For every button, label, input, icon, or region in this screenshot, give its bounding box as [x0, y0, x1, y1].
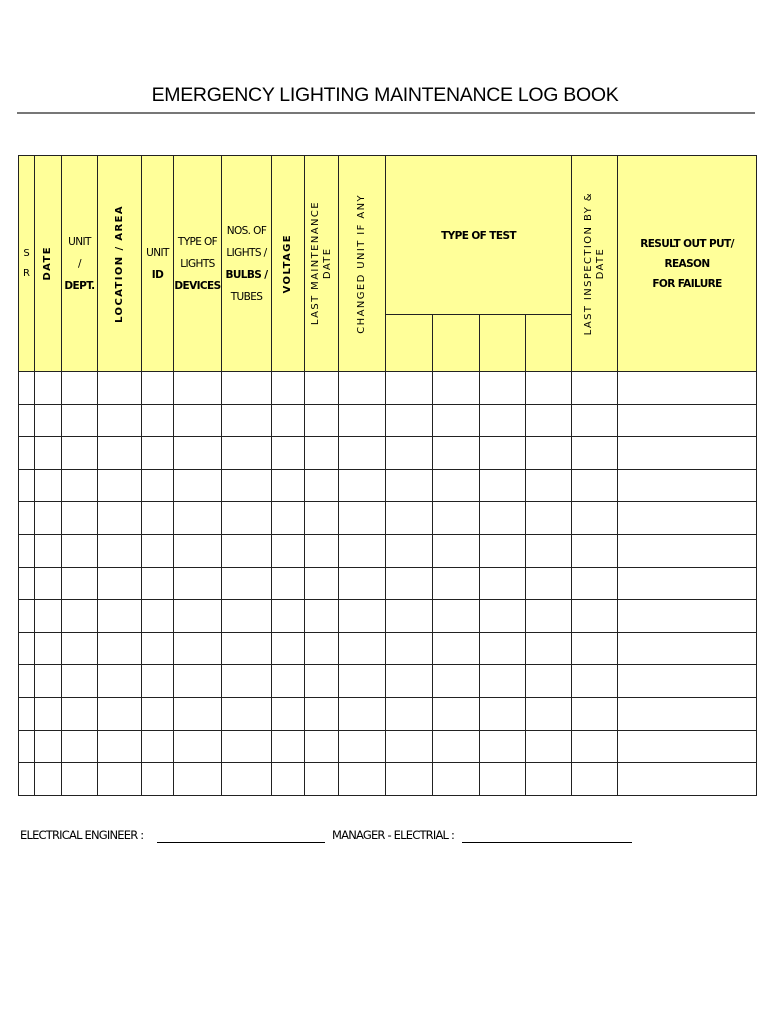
table-row	[19, 730, 757, 763]
table-cell[interactable]	[526, 763, 572, 796]
table-cell[interactable]	[98, 534, 142, 567]
table-cell[interactable]	[174, 665, 222, 698]
header-location-area-label: LOCATION / AREA	[113, 204, 125, 323]
table-cell[interactable]	[305, 372, 339, 405]
table-cell[interactable]	[174, 730, 222, 763]
table-cell[interactable]	[433, 600, 480, 633]
table-cell[interactable]	[572, 469, 618, 502]
table-cell[interactable]	[174, 632, 222, 665]
table-cell[interactable]	[35, 469, 62, 502]
table-cell[interactable]	[433, 437, 480, 470]
table-cell[interactable]	[339, 372, 386, 405]
header-last-inspection-line1: LAST INSPECTION BY &	[582, 191, 594, 336]
table-cell[interactable]	[222, 697, 272, 730]
header-last-maintenance	[305, 156, 339, 372]
table-cell[interactable]	[618, 372, 757, 405]
table-cell[interactable]	[174, 469, 222, 502]
table-cell[interactable]	[618, 437, 757, 470]
table-cell[interactable]	[222, 665, 272, 698]
table-cell[interactable]	[526, 730, 572, 763]
table-cell[interactable]	[62, 600, 98, 633]
header-unit-dept	[62, 156, 98, 372]
table-cell[interactable]	[480, 437, 526, 470]
table-cell[interactable]	[618, 697, 757, 730]
table-cell[interactable]	[35, 437, 62, 470]
header-result-line2: FOR FAILURE	[652, 277, 722, 290]
table-cell[interactable]	[526, 600, 572, 633]
table-row	[19, 534, 757, 567]
table-cell[interactable]	[19, 534, 35, 567]
header-result-line1: RESULT OUT PUT/ REASON	[640, 237, 734, 270]
table-cell[interactable]	[386, 404, 433, 437]
table-cell[interactable]	[526, 567, 572, 600]
table-cell[interactable]	[386, 763, 433, 796]
header-date	[35, 156, 62, 372]
table-cell[interactable]	[142, 372, 174, 405]
header-last-inspection-label	[583, 192, 607, 335]
table-cell[interactable]	[386, 502, 433, 535]
table-cell[interactable]	[386, 534, 433, 567]
table-cell[interactable]	[433, 502, 480, 535]
table-cell[interactable]	[19, 730, 35, 763]
table-cell[interactable]	[35, 632, 62, 665]
table-cell[interactable]	[572, 600, 618, 633]
header-type-of-lights-line1: TYPE OF	[177, 235, 218, 248]
table-cell[interactable]	[386, 730, 433, 763]
table-cell[interactable]	[142, 404, 174, 437]
table-cell[interactable]	[174, 372, 222, 405]
page-title: EMERGENCY LIGHTING MAINTENANCE LOG BOOK	[151, 84, 619, 106]
table-cell[interactable]	[618, 763, 757, 796]
table-cell[interactable]	[98, 632, 142, 665]
header-nos-lights-line3: BULBS /	[225, 268, 268, 281]
header-test-subcol-4	[526, 315, 572, 372]
table-cell[interactable]	[98, 730, 142, 763]
header-sr-line1: S	[23, 247, 30, 259]
table-cell[interactable]	[526, 502, 572, 535]
header-type-of-lights	[174, 156, 222, 372]
table-cell[interactable]	[572, 404, 618, 437]
table-cell[interactable]	[222, 534, 272, 567]
table-cell[interactable]	[62, 763, 98, 796]
electrical-engineer-signature-line[interactable]	[157, 842, 325, 843]
table-cell[interactable]	[526, 632, 572, 665]
table-cell[interactable]	[305, 567, 339, 600]
table-cell[interactable]	[142, 567, 174, 600]
header-type-of-lights-line2: LIGHTS	[180, 257, 215, 270]
table-cell[interactable]	[222, 372, 272, 405]
header-sr	[19, 156, 35, 372]
table-cell[interactable]	[174, 567, 222, 600]
header-nos-lights-line2: LIGHTS /	[226, 246, 267, 259]
table-cell[interactable]	[222, 502, 272, 535]
table-cell[interactable]	[305, 600, 339, 633]
table-cell[interactable]	[386, 697, 433, 730]
table-cell[interactable]	[272, 437, 305, 470]
table-cell[interactable]	[526, 665, 572, 698]
table-cell[interactable]	[339, 697, 386, 730]
table-cell[interactable]	[386, 665, 433, 698]
table-cell[interactable]	[174, 600, 222, 633]
table-cell[interactable]	[222, 600, 272, 633]
title-divider	[17, 112, 755, 114]
table-cell[interactable]	[618, 469, 757, 502]
electrical-engineer-label: ELECTRICAL ENGINEER :	[20, 828, 144, 842]
table-cell[interactable]	[174, 697, 222, 730]
table-cell[interactable]	[272, 697, 305, 730]
table-cell[interactable]	[272, 665, 305, 698]
header-nos-lights	[222, 156, 272, 372]
table-cell[interactable]	[142, 502, 174, 535]
log-body	[19, 372, 757, 796]
table-cell[interactable]	[618, 404, 757, 437]
table-cell[interactable]	[305, 665, 339, 698]
table-cell[interactable]	[19, 632, 35, 665]
table-row	[19, 437, 757, 470]
table-cell[interactable]	[305, 697, 339, 730]
table-cell[interactable]	[35, 665, 62, 698]
table-cell[interactable]	[572, 697, 618, 730]
table-cell[interactable]	[62, 730, 98, 763]
table-cell[interactable]	[480, 600, 526, 633]
table-row	[19, 404, 757, 437]
table-cell[interactable]	[433, 665, 480, 698]
table-cell[interactable]	[618, 730, 757, 763]
table-cell[interactable]	[174, 502, 222, 535]
table-cell[interactable]	[62, 665, 98, 698]
table-cell[interactable]	[98, 600, 142, 633]
table-cell[interactable]	[222, 632, 272, 665]
table-cell[interactable]	[19, 372, 35, 405]
table-cell[interactable]	[526, 404, 572, 437]
table-cell[interactable]	[618, 534, 757, 567]
table-cell[interactable]	[339, 567, 386, 600]
table-cell[interactable]	[272, 534, 305, 567]
table-cell[interactable]	[433, 567, 480, 600]
table-cell[interactable]	[618, 502, 757, 535]
table-cell[interactable]	[35, 502, 62, 535]
table-cell[interactable]	[526, 437, 572, 470]
header-unit-dept-line3: DEPT.	[64, 279, 95, 292]
header-changed-unit-label: CHANGED UNIT IF ANY	[356, 193, 367, 334]
header-test-subcol-2	[433, 315, 480, 372]
table-cell[interactable]	[98, 502, 142, 535]
table-cell[interactable]	[526, 697, 572, 730]
table-cell[interactable]	[19, 600, 35, 633]
header-unit-dept-line1: UNIT	[68, 235, 91, 248]
table-cell[interactable]	[62, 567, 98, 600]
table-row	[19, 665, 757, 698]
table-cell[interactable]	[62, 372, 98, 405]
table-cell[interactable]	[480, 697, 526, 730]
manager-electrical-label: MANAGER - ELECTRIAL :	[332, 828, 455, 842]
table-cell[interactable]	[19, 437, 35, 470]
table-row	[19, 372, 757, 405]
table-row	[19, 469, 757, 502]
table-cell[interactable]	[433, 697, 480, 730]
table-cell[interactable]	[339, 469, 386, 502]
header-last-maintenance-line2: DATE	[321, 247, 333, 280]
header-location-area	[98, 156, 142, 372]
table-cell[interactable]	[272, 502, 305, 535]
table-cell[interactable]	[272, 632, 305, 665]
table-cell[interactable]	[480, 567, 526, 600]
table-cell[interactable]	[305, 632, 339, 665]
table-cell[interactable]	[142, 469, 174, 502]
header-last-inspection-line2: DATE	[594, 247, 606, 280]
table-cell[interactable]	[174, 534, 222, 567]
table-cell[interactable]	[305, 469, 339, 502]
table-cell[interactable]	[618, 632, 757, 665]
maintenance-log-table	[18, 155, 757, 796]
table-cell[interactable]	[62, 697, 98, 730]
table-cell[interactable]	[572, 567, 618, 600]
table-cell[interactable]	[618, 600, 757, 633]
table-cell[interactable]	[174, 404, 222, 437]
table-cell[interactable]	[98, 372, 142, 405]
table-cell[interactable]	[98, 665, 142, 698]
table-cell[interactable]	[62, 404, 98, 437]
table-cell[interactable]	[62, 469, 98, 502]
table-row	[19, 502, 757, 535]
header-unit-id-line2: ID	[151, 268, 164, 281]
table-row	[19, 697, 757, 730]
table-cell[interactable]	[572, 534, 618, 567]
table-cell[interactable]	[572, 502, 618, 535]
table-cell[interactable]	[142, 534, 174, 567]
table-cell[interactable]	[339, 763, 386, 796]
table-cell[interactable]	[572, 372, 618, 405]
table-cell[interactable]	[142, 730, 174, 763]
table-cell[interactable]	[386, 372, 433, 405]
table-cell[interactable]	[35, 730, 62, 763]
table-cell[interactable]	[142, 632, 174, 665]
table-cell[interactable]	[480, 469, 526, 502]
header-unit-id	[142, 156, 174, 372]
table-row	[19, 632, 757, 665]
table-cell[interactable]	[480, 372, 526, 405]
table-cell[interactable]	[305, 763, 339, 796]
table-cell[interactable]	[572, 763, 618, 796]
manager-signature-line[interactable]	[462, 842, 632, 843]
table-cell[interactable]	[35, 372, 62, 405]
table-cell[interactable]	[35, 763, 62, 796]
table-cell[interactable]	[305, 437, 339, 470]
table-cell[interactable]	[305, 404, 339, 437]
table-cell[interactable]	[98, 763, 142, 796]
table-cell[interactable]	[339, 632, 386, 665]
table-cell[interactable]	[272, 404, 305, 437]
header-voltage-label: VOLTAGE	[282, 233, 293, 294]
table-cell[interactable]	[174, 437, 222, 470]
header-last-maintenance-line1: LAST MAINTENANCE	[309, 201, 321, 326]
table-cell[interactable]	[433, 404, 480, 437]
table-cell[interactable]	[62, 632, 98, 665]
table-cell[interactable]	[35, 600, 62, 633]
table-cell[interactable]	[305, 502, 339, 535]
header-date-label: DATE	[42, 246, 53, 281]
table-row	[19, 600, 757, 633]
table-cell[interactable]	[572, 665, 618, 698]
table-cell[interactable]	[35, 534, 62, 567]
table-cell[interactable]	[433, 763, 480, 796]
table-cell[interactable]	[19, 763, 35, 796]
header-last-inspection	[572, 156, 618, 372]
table-cell[interactable]	[222, 730, 272, 763]
table-cell[interactable]	[339, 665, 386, 698]
table-cell[interactable]	[339, 600, 386, 633]
table-cell[interactable]	[305, 534, 339, 567]
table-cell[interactable]	[386, 632, 433, 665]
table-cell[interactable]	[480, 534, 526, 567]
table-cell[interactable]	[35, 404, 62, 437]
table-cell[interactable]	[222, 469, 272, 502]
table-cell[interactable]	[222, 763, 272, 796]
table-cell[interactable]	[480, 665, 526, 698]
table-cell[interactable]	[142, 763, 174, 796]
table-cell[interactable]	[222, 567, 272, 600]
table-cell[interactable]	[480, 404, 526, 437]
table-cell[interactable]	[526, 372, 572, 405]
table-cell[interactable]	[572, 730, 618, 763]
table-cell[interactable]	[19, 469, 35, 502]
table-cell[interactable]	[142, 437, 174, 470]
table-cell[interactable]	[142, 697, 174, 730]
header-type-of-test	[386, 156, 572, 315]
table-cell[interactable]	[35, 697, 62, 730]
header-voltage	[272, 156, 305, 372]
header-unit-dept-line2: /	[78, 257, 81, 270]
table-cell[interactable]	[572, 632, 618, 665]
table-cell[interactable]	[339, 730, 386, 763]
table-cell[interactable]	[305, 730, 339, 763]
table-cell[interactable]	[433, 372, 480, 405]
table-cell[interactable]	[272, 469, 305, 502]
table-cell[interactable]	[19, 502, 35, 535]
table-cell[interactable]	[339, 534, 386, 567]
header-type-of-test-label: TYPE OF TEST	[441, 230, 516, 242]
table-cell[interactable]	[480, 502, 526, 535]
header-changed-unit	[339, 156, 386, 372]
table-cell[interactable]	[526, 469, 572, 502]
table-cell[interactable]	[386, 469, 433, 502]
table-cell[interactable]	[386, 437, 433, 470]
table-cell[interactable]	[62, 534, 98, 567]
table-cell[interactable]	[433, 534, 480, 567]
header-result	[618, 156, 757, 372]
table-cell[interactable]	[272, 567, 305, 600]
table-cell[interactable]	[433, 469, 480, 502]
header-type-of-lights-line3: DEVICES	[174, 279, 221, 292]
table-cell[interactable]	[433, 632, 480, 665]
table-cell[interactable]	[98, 437, 142, 470]
table-cell[interactable]	[19, 404, 35, 437]
table-cell[interactable]	[572, 437, 618, 470]
table-cell[interactable]	[222, 437, 272, 470]
table-cell[interactable]	[272, 600, 305, 633]
table-cell[interactable]	[339, 437, 386, 470]
table-cell[interactable]	[339, 502, 386, 535]
table-cell[interactable]	[618, 567, 757, 600]
table-row	[19, 763, 757, 796]
header-unit-id-line1: UNIT	[146, 246, 169, 259]
table-cell[interactable]	[174, 763, 222, 796]
table-row	[19, 567, 757, 600]
table-cell[interactable]	[35, 567, 62, 600]
table-cell[interactable]	[386, 600, 433, 633]
table-cell[interactable]	[142, 600, 174, 633]
table-cell[interactable]	[62, 437, 98, 470]
table-cell[interactable]	[480, 730, 526, 763]
table-cell[interactable]	[480, 632, 526, 665]
header-last-maintenance-label	[310, 201, 334, 325]
table-cell[interactable]	[339, 404, 386, 437]
table-cell[interactable]	[386, 567, 433, 600]
table-cell[interactable]	[480, 763, 526, 796]
table-cell[interactable]	[19, 665, 35, 698]
table-cell[interactable]	[98, 697, 142, 730]
table-cell[interactable]	[433, 730, 480, 763]
table-cell[interactable]	[222, 404, 272, 437]
table-cell[interactable]	[62, 502, 98, 535]
header-test-subcol-1	[386, 315, 433, 372]
table-cell[interactable]	[19, 567, 35, 600]
table-cell[interactable]	[272, 730, 305, 763]
signature-footer	[20, 826, 760, 848]
table-cell[interactable]	[526, 534, 572, 567]
header-nos-lights-line1: NOS. OF	[226, 224, 267, 237]
header-test-subcol-3	[480, 315, 526, 372]
table-cell[interactable]	[272, 763, 305, 796]
table-cell[interactable]	[98, 567, 142, 600]
table-cell[interactable]	[98, 469, 142, 502]
header-nos-lights-line4: TUBES	[230, 290, 263, 303]
table-cell[interactable]	[19, 697, 35, 730]
table-cell[interactable]	[98, 404, 142, 437]
table-cell[interactable]	[142, 665, 174, 698]
table-cell[interactable]	[618, 665, 757, 698]
header-sr-line2: R	[23, 267, 30, 279]
table-cell[interactable]	[272, 372, 305, 405]
